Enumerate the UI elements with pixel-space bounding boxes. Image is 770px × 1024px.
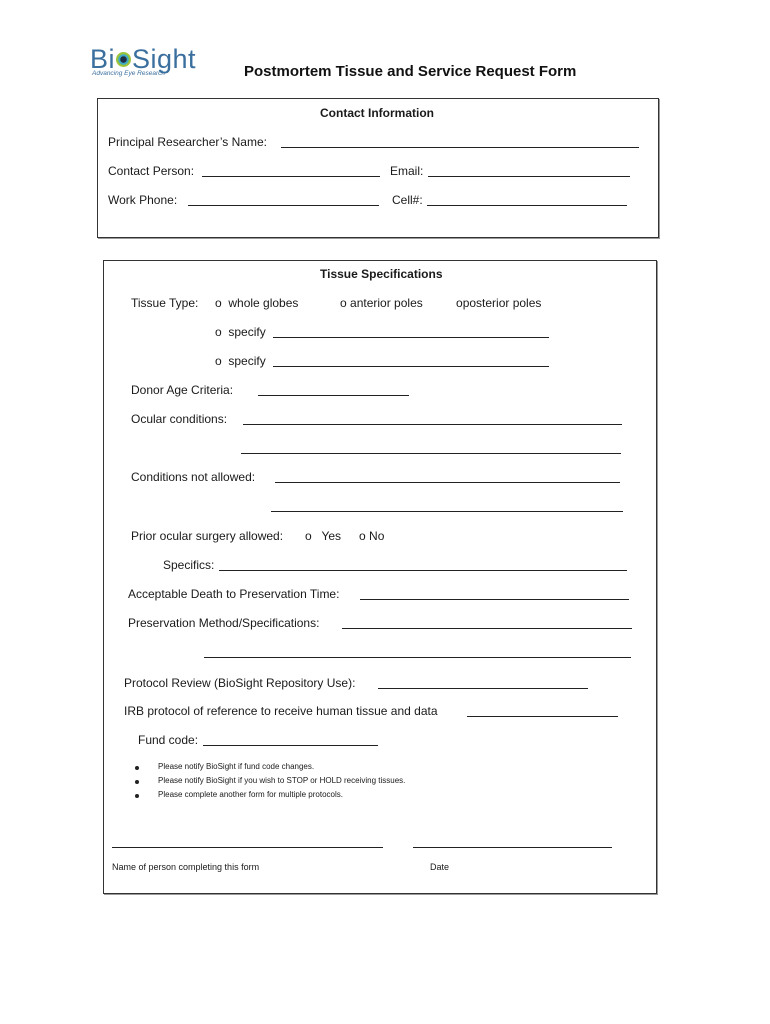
bullet-icon [135, 766, 139, 770]
email-label: Email: [390, 164, 424, 178]
cell-field[interactable] [427, 205, 627, 206]
specify-2-field[interactable] [273, 366, 549, 367]
radio-icon: o [215, 325, 222, 339]
preservation-method-field-2[interactable] [204, 657, 631, 658]
radio-icon: o [456, 296, 463, 310]
fund-code-label: Fund code: [138, 733, 199, 747]
specify-1-field[interactable] [273, 337, 549, 338]
bullet-icon [135, 780, 139, 784]
option-no[interactable]: o No [359, 529, 385, 543]
tissue-type-label: Tissue Type: [131, 296, 199, 310]
radio-icon: o [215, 296, 222, 310]
ocular-conditions-field[interactable] [243, 424, 622, 425]
ocular-conditions-label: Ocular conditions: [131, 412, 228, 426]
radio-icon: o [305, 529, 312, 543]
irb-field[interactable] [467, 716, 618, 717]
tissue-heading: Tissue Specifications [320, 267, 443, 281]
radio-icon: o [359, 529, 366, 543]
logo-wordmark: Bi Sight [90, 44, 197, 74]
option-specify-1[interactable]: o specify [215, 325, 266, 339]
note-item: Please notify BioSight if fund code changes. [158, 762, 315, 771]
option-yes[interactable]: o Yes [305, 529, 342, 543]
specifics-field[interactable] [219, 570, 627, 571]
conditions-not-allowed-field-2[interactable] [271, 511, 623, 512]
date-label: Date [430, 862, 450, 872]
name-label: Name of person completing this form [112, 862, 260, 872]
specifics-label: Specifics: [163, 558, 215, 572]
contact-person-field[interactable] [202, 176, 380, 177]
fund-code-field[interactable] [203, 745, 378, 746]
form-title: Postmortem Tissue and Service Request Form [244, 63, 577, 80]
option-whole-globes[interactable]: o whole globes [215, 296, 299, 310]
name-signature-field[interactable] [112, 847, 383, 848]
logo-tagline: Advancing Eye Research [92, 70, 165, 77]
option-specify-2[interactable]: o specify [215, 354, 266, 368]
radio-icon: o [340, 296, 347, 310]
option-anterior-poles[interactable]: o anterior poles [340, 296, 423, 310]
conditions-not-allowed-label: Conditions not allowed: [131, 470, 256, 484]
death-to-preservation-field[interactable] [360, 599, 629, 600]
preservation-method-field[interactable] [342, 628, 632, 629]
radio-icon: o [215, 354, 222, 368]
death-to-preservation-label: Acceptable Death to Preservation Time: [128, 587, 340, 601]
cell-label: Cell#: [392, 193, 423, 207]
protocol-review-field[interactable] [378, 688, 588, 689]
date-field[interactable] [413, 847, 612, 848]
donor-age-field[interactable] [258, 395, 409, 396]
work-phone-field[interactable] [188, 205, 379, 206]
work-phone-label: Work Phone: [108, 193, 178, 207]
protocol-review-label: Protocol Review (BioSight Repository Use): [124, 676, 356, 690]
prior-surgery-label: Prior ocular surgery allowed: [131, 529, 284, 543]
ocular-conditions-field-2[interactable] [241, 453, 621, 454]
note-item: Please notify BioSight if you wish to STOP or HOLD receiving tissues. [158, 776, 406, 785]
contact-heading: Contact Information [320, 106, 434, 120]
principal-researcher-label: Principal Researcher’s Name: [108, 135, 267, 149]
email-field[interactable] [428, 176, 630, 177]
bullet-icon [135, 794, 139, 798]
donor-age-label: Donor Age Criteria: [131, 383, 234, 397]
eye-icon [116, 52, 131, 67]
preservation-method-label: Preservation Method/Specifications: [128, 616, 320, 630]
conditions-not-allowed-field[interactable] [275, 482, 620, 483]
option-posterior-poles[interactable]: oposterior poles [456, 296, 542, 310]
biosight-logo [90, 44, 210, 80]
principal-researcher-field[interactable] [281, 147, 639, 148]
contact-person-label: Contact Person: [108, 164, 195, 178]
irb-label: IRB protocol of reference to receive human tissue and data [124, 704, 438, 718]
note-item: Please complete another form for multiple protocols. [158, 790, 343, 799]
